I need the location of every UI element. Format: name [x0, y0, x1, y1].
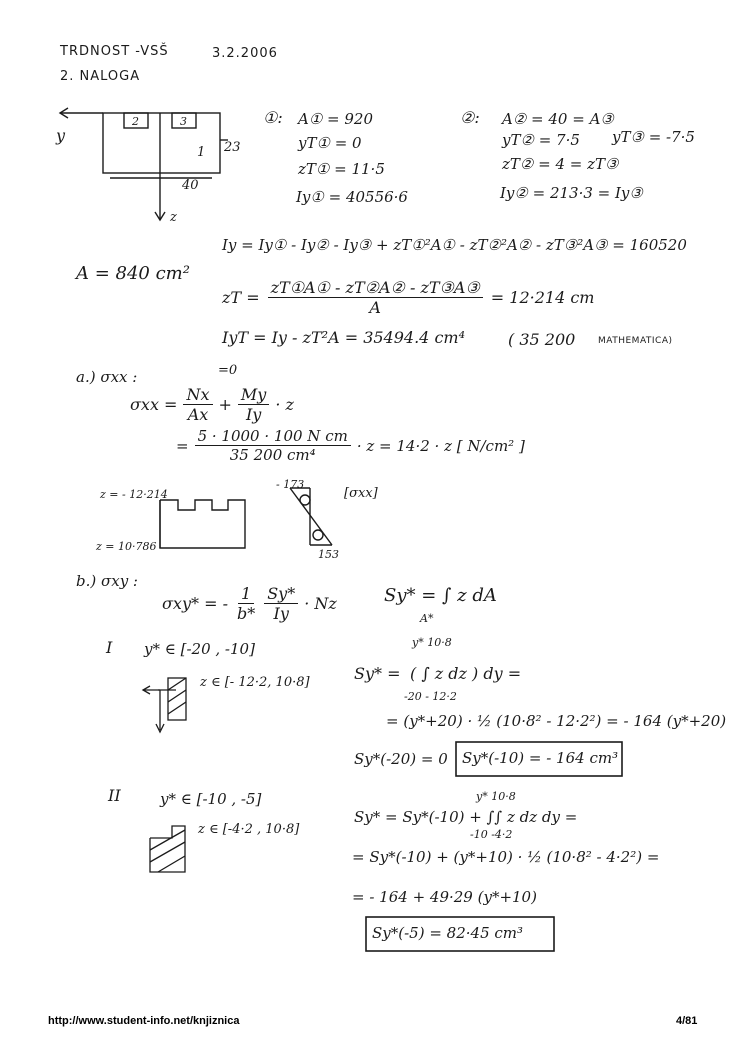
part-a-numeric	[176, 427, 525, 464]
part1-marker: ①:	[263, 108, 283, 127]
iyt-note-small: MATHEMATICA)	[598, 336, 673, 346]
iyt-formula: IyT = Iy - zT²A = 35494.4 cm⁴	[222, 328, 465, 347]
segment2-line3: = - 164 + 49·29 (y*+10)	[352, 888, 537, 906]
part-a-label: a.) σxx :	[76, 368, 138, 386]
frac-sy: Sy*	[264, 584, 298, 604]
footer-url[interactable]: http://www.student-info.net/knjiznica	[48, 1015, 240, 1027]
part-a-zero: =0	[218, 363, 238, 378]
footer-page-number: 4/81	[676, 1015, 698, 1027]
part-b-sigma-formula	[162, 584, 337, 623]
segment2-line2: = Sy*(-10) + (y*+10) · ½ (10·8² - 4·2²) =	[352, 848, 660, 866]
sy-definition-sub: A*	[420, 612, 434, 625]
zt-fraction	[268, 278, 483, 317]
segment1-lim-top: y* 10·8	[412, 636, 452, 649]
segment1-result: = (y*+20) · ½ (10·8² - 12·2²) = - 164 (y*+20)	[386, 712, 727, 730]
figure-axis-z: z	[170, 210, 177, 225]
figure-dim-40: 40	[182, 178, 199, 193]
stress-section-sketch	[160, 500, 245, 548]
sigma-xx-lhs: σxx =	[130, 395, 178, 414]
frac-iy-b: Iy	[273, 604, 289, 623]
part2-yt: yT② = 7·5	[502, 131, 580, 149]
segment2-range-y: y* ∈ [-10 , -5]	[160, 790, 262, 808]
total-area: A = 840 cm²	[76, 263, 190, 284]
figure-label-1: 1	[197, 145, 206, 160]
frac-1-b	[234, 584, 258, 623]
eq-tail: · z = 14·2 · z [ N/cm² ]	[356, 436, 525, 455]
frac-sy-iy	[264, 584, 298, 623]
segment2-lim-bottom: -10 -4·2	[470, 828, 513, 841]
part2-marker: ②:	[460, 108, 480, 127]
frac-nx: Nx	[183, 385, 212, 405]
part1-zt: zT① = 11·5	[298, 160, 385, 178]
segment2-lim-top: y* 10·8	[476, 790, 516, 803]
figure-dim-23: 23	[224, 140, 241, 155]
iyt-note: ( 35 200	[508, 330, 576, 349]
segment2-line1: Sy* = Sy*(-10) + ∫∫ z dz dy =	[354, 808, 578, 826]
part2-zt: zT② = 4 = zT③	[502, 155, 619, 173]
frac-my: My	[238, 385, 269, 405]
document-date: 3.2.2006	[212, 46, 278, 61]
eq-lead: =	[176, 436, 189, 455]
segment1-int-body: ( ∫ z dz ) dy =	[410, 664, 522, 683]
frac-numeric-den: 35 200 cm⁴	[229, 446, 316, 464]
segment2-boxed-result: Sy*(-5) = 82·45 cm³	[372, 924, 524, 942]
frac-numeric-num: 5 · 1000 · 100 N cm	[195, 427, 351, 446]
part1-iy: Iy① = 40556·6	[296, 188, 408, 206]
frac-my-iy	[238, 385, 269, 424]
frac-1: 1	[238, 584, 254, 604]
zt-formula	[222, 278, 594, 317]
part1-yt: yT① = 0	[298, 134, 362, 152]
stress-legend: [σxx]	[344, 486, 378, 501]
stress-z-bottom: z = 10·786	[96, 540, 157, 553]
sigma-xy-lhs: σxy* = -	[162, 594, 228, 613]
segment2-sketch	[150, 826, 185, 872]
part2-iy: Iy② = 213·3 = Iy③	[500, 184, 643, 202]
times-nz: · Nz	[304, 594, 337, 613]
stress-val-bottom: 153	[318, 548, 339, 561]
frac-nx-ax	[183, 385, 212, 424]
segment2-marker: II	[108, 786, 121, 805]
plus-sign: +	[218, 395, 232, 414]
segment1-lim-bottom: -20 - 12·2	[404, 690, 457, 703]
frac-numeric	[195, 427, 351, 464]
part-a-sigma-formula	[130, 385, 294, 424]
figure-label-3: 3	[180, 115, 187, 128]
sy-definition: Sy* = ∫ z dA	[384, 585, 497, 606]
stress-diagram	[290, 488, 332, 545]
frac-ax: Ax	[187, 405, 209, 424]
part-b-label: b.) σxy :	[76, 572, 138, 590]
segment1-range-z: z ∈ [- 12·2, 10·8]	[200, 675, 310, 690]
figure-label-2: 2	[132, 115, 139, 128]
segment2-range-z: z ∈ [-4·2 , 10·8]	[198, 822, 300, 837]
segment1-sketch	[143, 678, 186, 732]
segment1-range-y: y* ∈ [-20 , -10]	[144, 640, 255, 658]
segment1-marker: I	[106, 638, 113, 657]
zt-result: = 12·214 cm	[490, 288, 595, 307]
segment1-at-minus20: Sy*(-20) = 0	[354, 750, 448, 768]
zt-lhs: zT =	[222, 288, 260, 307]
part3-yt: yT③ = -7·5	[612, 128, 695, 146]
times-z: · z	[275, 395, 294, 414]
iy-total: Iy = Iy① - Iy② - Iy③ + zT①²A① - zT②²A② - zT③²A③ = 160520	[222, 236, 687, 254]
stress-val-top: - 173	[276, 478, 305, 491]
frac-iy: Iy	[245, 405, 262, 424]
segment1-int-lhs: Sy* =	[354, 664, 401, 683]
cross-section-outline	[103, 113, 220, 173]
zt-numerator: zT①A① - zT②A② - zT③A③	[268, 278, 483, 298]
task-number: 2. NALOGA	[60, 69, 141, 84]
figure-axis-y: y	[56, 126, 66, 145]
part2-area: A② = 40 = A③	[502, 110, 614, 128]
stress-z-top: z = - 12·214	[100, 488, 168, 501]
zt-denominator: A	[369, 298, 381, 317]
frac-b: b*	[236, 604, 256, 623]
segment1-boxed-result: Sy*(-10) = - 164 cm³	[462, 749, 619, 767]
part1-area: A① = 920	[298, 110, 374, 128]
document-title: TRDNOST -VSŠ	[60, 44, 169, 59]
